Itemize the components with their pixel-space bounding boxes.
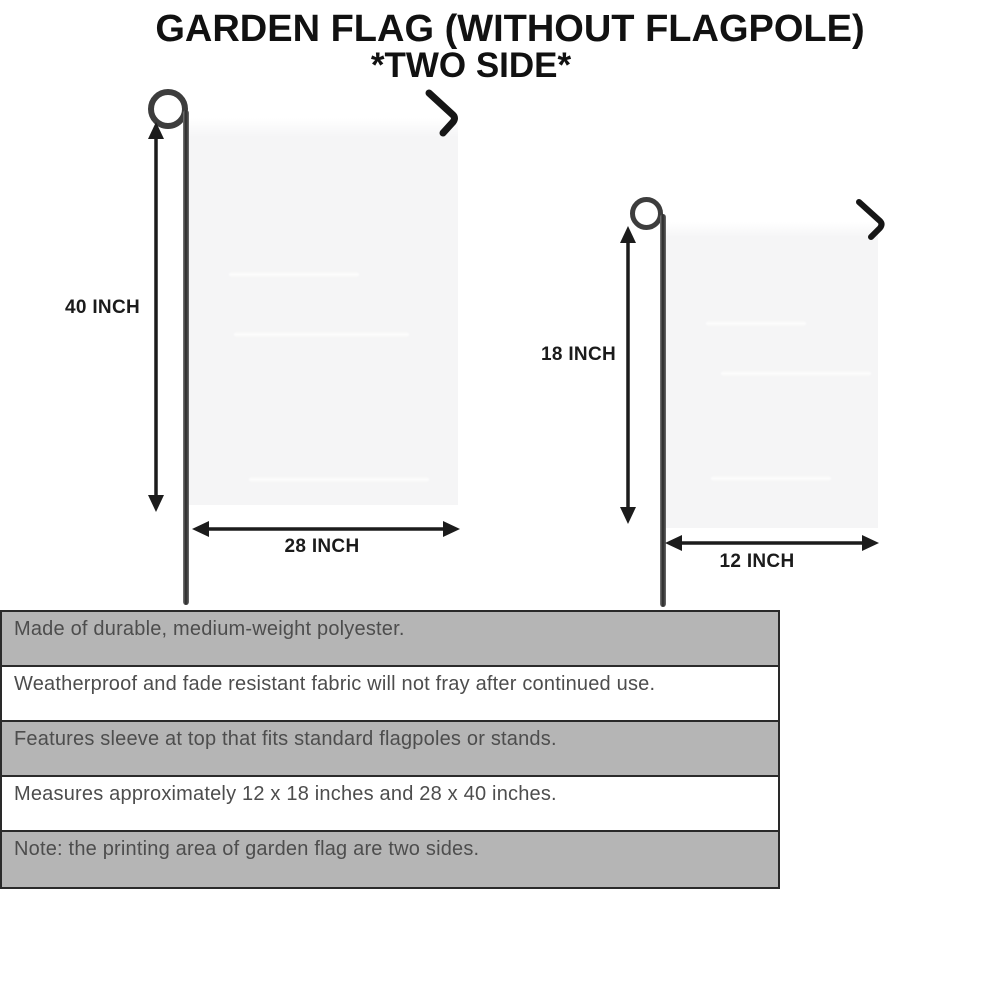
feature-text: Note: the printing area of garden flag are two sides. — [14, 838, 480, 860]
feature-row — [2, 667, 778, 722]
fold-line — [234, 333, 409, 336]
large-flag-width-label: 28 INCH — [284, 536, 360, 557]
large-flag-fabric — [189, 118, 458, 505]
fold-line — [721, 372, 871, 375]
feature-row — [2, 612, 778, 667]
height-arrow-icon — [614, 226, 642, 524]
hanger-hook-icon — [424, 88, 466, 140]
features-table — [0, 610, 780, 889]
flagpole-rod — [183, 110, 189, 605]
height-arrow-icon — [142, 122, 170, 512]
feature-text: Made of durable, medium-weight polyester. — [14, 618, 405, 640]
small-flag-fabric — [666, 222, 878, 528]
large-flag-height-label: 40 INCH — [65, 297, 140, 318]
feature-text: Measures approximately 12 x 18 inches and 28 x 40 inches. — [14, 783, 557, 805]
fold-line — [706, 322, 806, 325]
feature-row — [2, 722, 778, 777]
feature-text: Features sleeve at top that fits standard flagpoles or stands. — [14, 728, 557, 750]
small-flag-width-label: 12 INCH — [719, 551, 795, 572]
small-flag-height-label: 18 INCH — [541, 344, 616, 365]
page-title-line2: *TWO SIDE* — [370, 46, 572, 85]
hanger-hook-icon — [855, 198, 891, 242]
fold-line — [249, 478, 429, 481]
fold-line — [711, 477, 831, 480]
feature-row — [2, 777, 778, 832]
page-title-line1: GARDEN FLAG (WITHOUT FLAGPOLE) — [155, 8, 865, 50]
feature-text: Weatherproof and fade resistant fabric will not fray after continued use. — [14, 673, 656, 695]
fold-line — [229, 273, 359, 276]
feature-row — [2, 832, 778, 887]
